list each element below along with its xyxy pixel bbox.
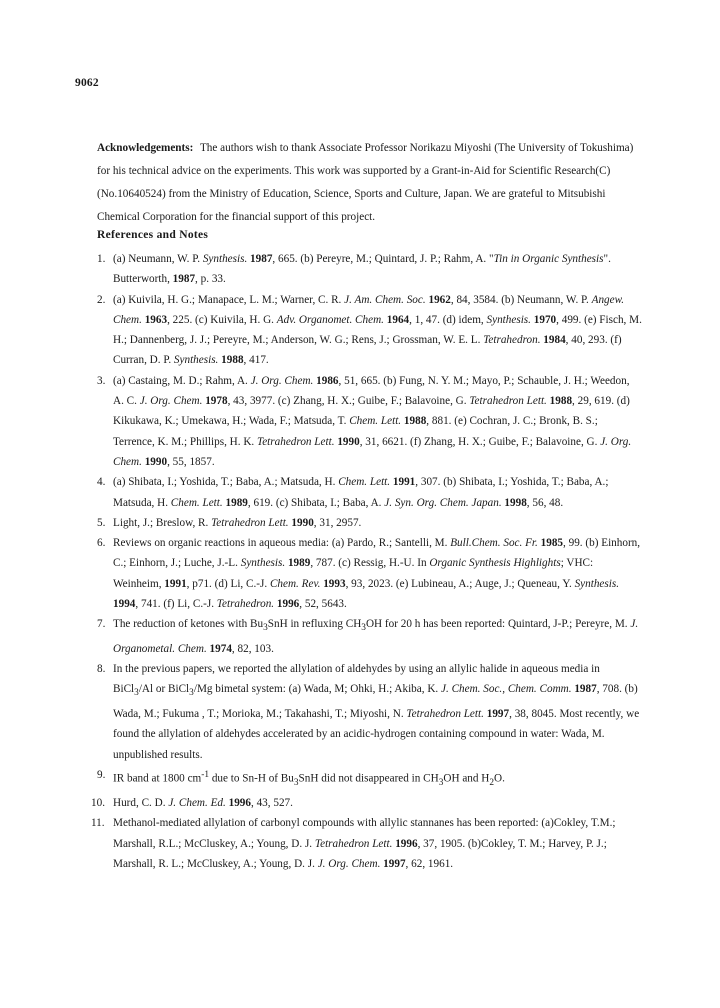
reference-text: Light, J.; Breslow, R. Tetrahedron Lett. 1990, 31, 2957. — [113, 516, 362, 529]
reference-item — [97, 659, 642, 765]
reference-text: The reduction of ketones with $Bu_3SnH$ in refluxing $CH_3OH$ for 20 h has been reported: Quintard, J-P.; Pereyre, M. J. Organometal. Chem. 1974, 82, 103. — [113, 618, 639, 655]
reference-number: 7. — [97, 618, 106, 631]
acknowledgements-heading: Acknowledgements: — [97, 142, 194, 155]
reference-text: In the previous papers, we reported the allylation of aldehydes by using an allylic halide in aqueous media in BiCl$_3$/Al or BiCl$_3$/Mg bimetal system: (a) Wada, M; Ohki, H.; Akiba, K. J. Chem. Soc., Chem. Comm. 1987, 708. (b) Wada, M.; Fukuma , T.; Morioka, M.; Takahashi, T.; Miyoshi, N. Tetrahedron Lett. 1997, 38, 8045. Most recently, we found the allylation of aldehydes accelerated by an acidic-hydrogen containing compound in water: Wada, M. unpublished results. — [113, 663, 640, 761]
reference-item — [97, 614, 642, 659]
reference-number: 4. — [97, 476, 106, 489]
reference-number: 2. — [97, 293, 106, 306]
reference-text: IR band at 1800 $cm^{-1}$ due to Sn-H of $Bu_3SnH$ did not disappeared in $CH_3OH$ and $H_2O$. — [113, 769, 505, 788]
reference-number: 3. — [97, 374, 106, 387]
acknowledgements-text: The authors wish to thank Associate Professor Norikazu Miyoshi (The University of Tokushima) for his technical advice on the experiments. This work was supported by a Grant-in-Aid for Scientific Research(C) (No.10640524) from the Ministry of Education, Science, Sports and Culture, Japan. We are grateful to Mitsubishi Chemical Corporation for the financial support of this project. — [97, 142, 634, 223]
reference-text: Hurd, C. D. J. Chem. Ed. 1996, 43, 527. — [113, 797, 293, 810]
reference-number: 5. — [97, 516, 106, 529]
acknowledgements-paragraph — [97, 137, 637, 228]
reference-item — [97, 513, 642, 533]
reference-number: 6. — [97, 537, 106, 550]
reference-text: (a) Kuivila, H. G.; Manapace, L. M.; Warner, C. R. J. Am. Chem. Soc. 1962, 84, 3584. (b) Neumann, W. P. Angew. Chem. 1963, 225. (c) Kuivila, H. G. Adv. Organomet. Chem. 1964, 1, 47. (d) idem, Synthesis. 1970, 499. (e) Fisch, M. H.; Dannenberg, J. J.; Pereyre, M.; Anderson, W. G.; Rens, J.; Grossman, W. E. L. Tetrahedron. 1984, 40, 293. (f) Curran, D. P. Synthesis. 1988, 417. — [113, 293, 642, 367]
reference-text: Reviews on organic reactions in aqueous media: (a) Pardo, R.; Santelli, M. Bull.Chem. Soc. Fr. 1985, 99. (b) Einhorn, C.; Einhorn, J.; Luche, J.-L. Synthesis. 1989, 787. (c) Ressig, H.-U. In Organic Synthesis Highlights; VHC: Weinheim, 1991, p71. (d) Li, C.-J. Chem. Rev. 1993, 93, 2023. (e) Lubineau, A.; Auge, J.; Queneau, Y. Synthesis. 1994, 741. (f) Li, C.-J. Tetrahedron. 1996, 52, 5643. — [113, 537, 641, 611]
reference-item — [91, 793, 642, 813]
references-list — [91, 249, 642, 874]
reference-text: (a) Castaing, M. D.; Rahm, A. J. Org. Chem. 1986, 51, 665. (b) Fung, N. Y. M.; Mayo, P.; Schauble, J. H.; Weedon, A. C. J. Org. Chem. 1978, 43, 3977. (c) Zhang, H. X.; Guibe, F.; Balavoine, G. Tetrahedron Lett. 1988, 29, 619. (d) Kikukawa, K.; Umekawa, H.; Wada, F.; Matsuda, T. Chem. Lett. 1988, 881. (e) Cochran, J. C.; Bronk, B. S.; Terrence, K. M.; Phillips, H. K. Tetrahedron Lett. 1990, 31, 6621. (f) Zhang, H. X.; Guibe, F.; Balavoine, G. J. Org. Chem. 1990, 55, 1857. — [113, 374, 632, 468]
reference-item — [97, 249, 642, 290]
reference-number: 11. — [91, 817, 105, 830]
reference-text: Methanol-mediated allylation of carbonyl compounds with allylic stannanes has been reported: (a)Cokley, T.M.; Marshall, R.L.; McCluskey, A.; Young, D. J. Tetrahedron Lett. 1996, 37, 1905. (b)Cokley, T. M.; Harvey, P. J.; Marshall, R. L.; McCluskey, A.; Young, D. J. J. Org. Chem. 1997, 62, 1961. — [113, 817, 616, 871]
reference-number: 1. — [97, 253, 106, 265]
reference-number: 8. — [97, 663, 106, 676]
reference-item — [97, 472, 642, 513]
page-number: 9062 — [75, 77, 99, 89]
reference-item — [97, 290, 642, 371]
reference-item — [97, 765, 642, 793]
references-heading: References and Notes — [97, 229, 209, 241]
reference-text: (a) Neumann, W. P. Synthesis. 1987, 665. (b) Pereyre, M.; Quintard, J. P.; Rahm, A. "Tin in Organic Synthesis". Butterworth, 1987, p. 33. — [113, 253, 611, 286]
reference-item — [97, 533, 642, 614]
reference-text: (a) Shibata, I.; Yoshida, T.; Baba, A.; Matsuda, H. Chem. Lett. 1991, 307. (b) Shibata, I.; Yoshida, T.; Baba, A.; Matsuda, H. Chem. Lett. 1989, 619. (c) Shibata, I.; Baba, A. J. Syn. Org. Chem. Japan. 1998, 56, 48. — [113, 476, 609, 509]
reference-item — [97, 371, 642, 472]
reference-number: 10. — [91, 797, 105, 810]
reference-number: 9. — [97, 768, 106, 781]
reference-item — [91, 813, 642, 874]
